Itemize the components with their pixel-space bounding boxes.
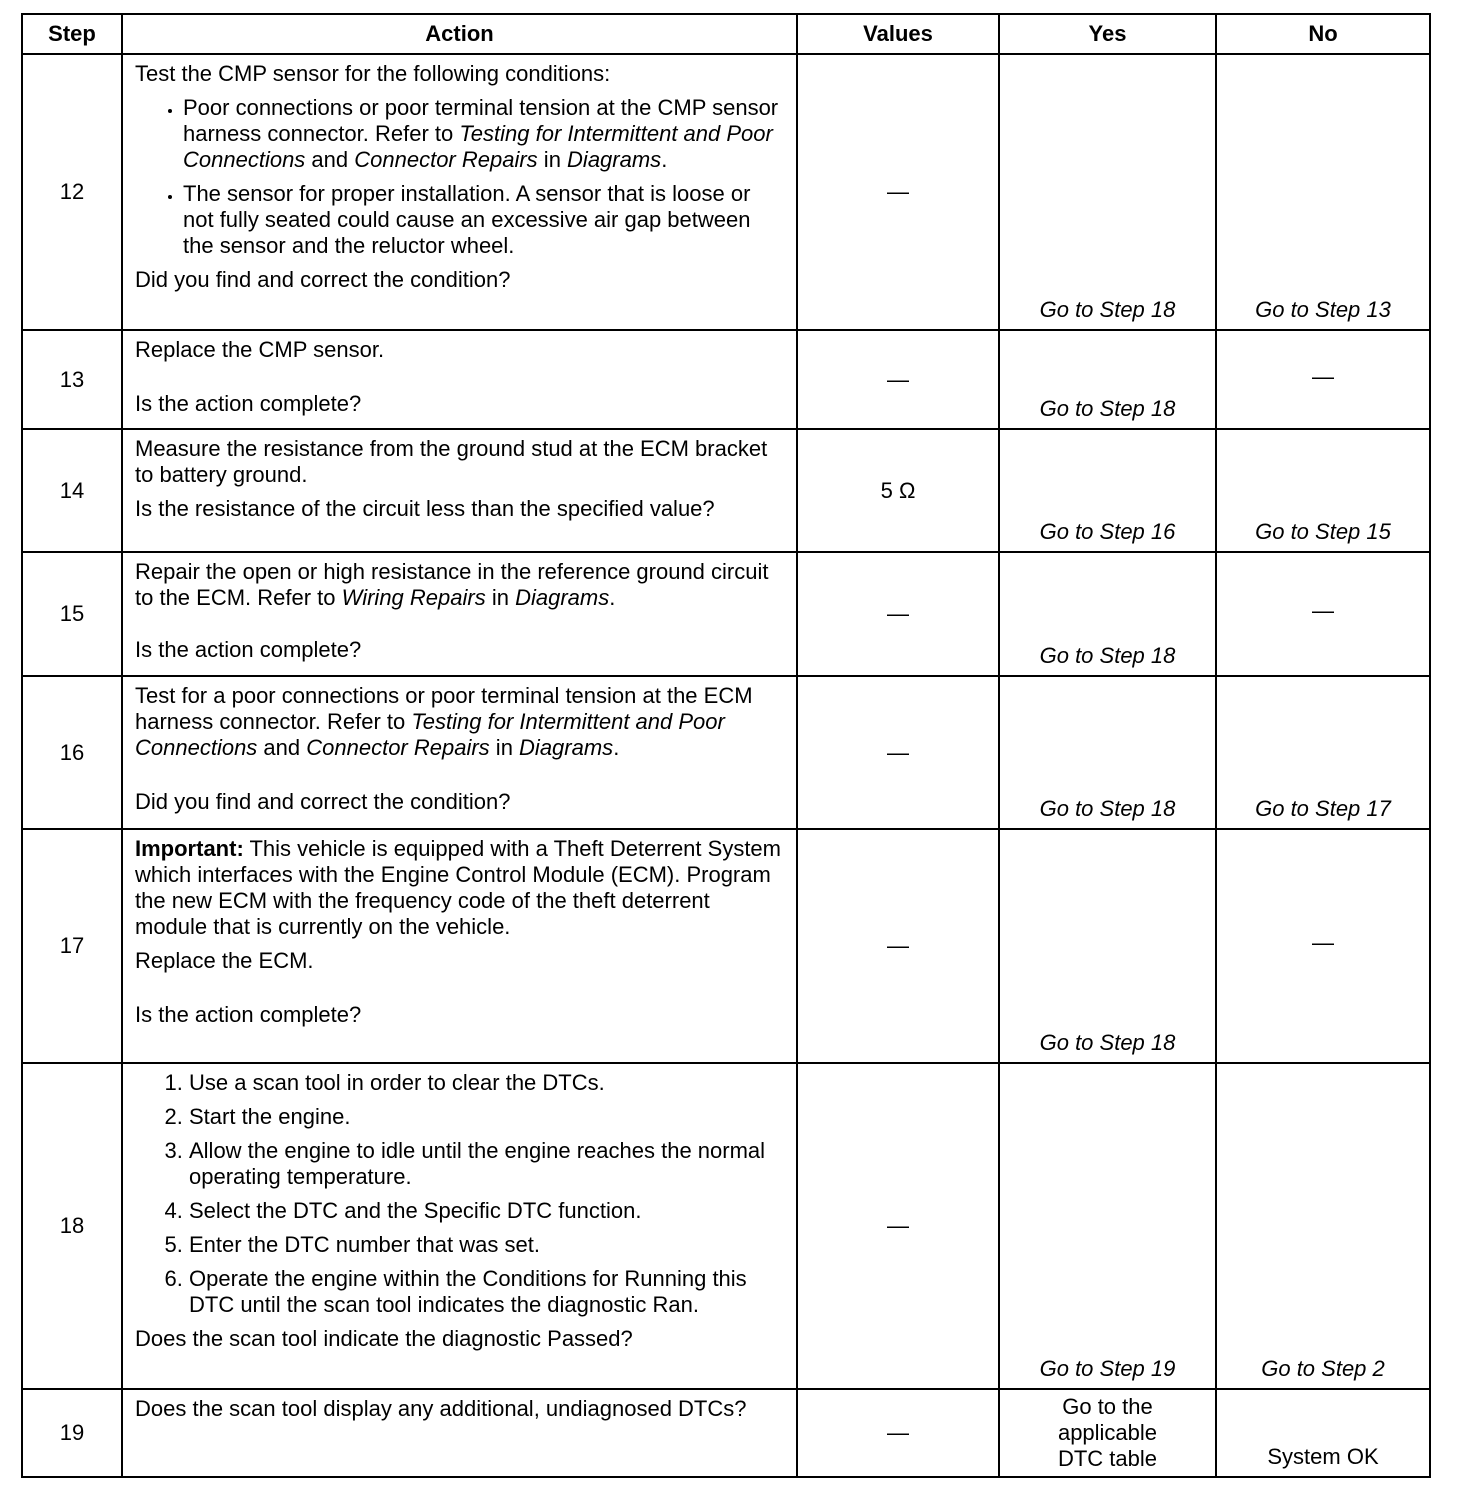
action-cell: [122, 829, 797, 1063]
action-cell: [122, 1063, 797, 1389]
list-item: • Poor connections or poor terminal tension at the CMP sensor harness connector. Refer to Testing for Intermittent and Poor Connections and Connector Repairs in Diagrams.: [183, 95, 784, 173]
values-cell: —: [797, 54, 999, 330]
yes-cell: Go to Step 18: [999, 54, 1216, 330]
header-no: No: [1216, 14, 1430, 54]
action-question: Did you find and correct the condition?: [135, 267, 511, 292]
yes-cell: Go to the applicable DTC table: [999, 1389, 1216, 1477]
action-text: Measure the resistance from the ground stud at the ECM bracket to battery ground.: [135, 436, 768, 487]
header-row: [22, 14, 1430, 54]
action-question: Is the action complete?: [135, 637, 362, 662]
values-cell: —: [797, 552, 999, 676]
action-question: Did you find and correct the condition?: [135, 789, 511, 814]
values-cell: —: [797, 829, 999, 1063]
yes-cell: Go to Step 18: [999, 829, 1216, 1063]
step-number: 14: [22, 429, 122, 552]
action-question: Is the action complete?: [135, 1002, 362, 1027]
list-item: • The sensor for proper installation. A sensor that is loose or not fully seated could cause an excessive air gap between the sensor and the reluctor wheel.: [183, 181, 784, 259]
action-text: Repair the open or high resistance in the reference ground circuit to the ECM. Refer to Wiring Repairs in Diagrams.: [135, 559, 769, 610]
values-cell: —: [797, 330, 999, 429]
action-question: Is the resistance of the circuit less than the specified value?: [135, 496, 715, 521]
action-text: Test for a poor connections or poor terminal tension at the ECM harness connector. Refer to Testing for Intermittent and Poor Connections and Connector Repairs in Diagrams.: [135, 683, 753, 760]
yes-cell: Go to Step 16: [999, 429, 1216, 552]
action-question: Does the scan tool display any additional, undiagnosed DTCs?: [135, 1396, 747, 1421]
step-number: 13: [22, 330, 122, 429]
action-cell: [122, 54, 797, 330]
no-cell: —: [1216, 330, 1430, 429]
action-text: Test the CMP sensor for the following conditions:: [135, 61, 611, 86]
values-cell: —: [797, 676, 999, 829]
step-number: 16: [22, 676, 122, 829]
no-cell: System OK: [1216, 1389, 1430, 1477]
condition-list: [135, 95, 784, 259]
step-number: 18: [22, 1063, 122, 1389]
list-item: 6. Operate the engine within the Conditions for Running this DTC until the scan tool indicates the diagnostic Ran.: [189, 1266, 784, 1318]
action-cell: [122, 552, 797, 676]
yes-cell: Go to Step 18: [999, 330, 1216, 429]
step-number: 19: [22, 1389, 122, 1477]
header-step: Step: [22, 14, 122, 54]
list-item: 1. Use a scan tool in order to clear the DTCs.: [189, 1070, 784, 1096]
table-row: [22, 1063, 1430, 1389]
table-row: [22, 552, 1430, 676]
values-cell: —: [797, 1389, 999, 1477]
diagnostic-table: [21, 13, 1431, 1478]
step-number: 12: [22, 54, 122, 330]
table-row: [22, 330, 1430, 429]
yes-cell: Go to Step 18: [999, 676, 1216, 829]
action-question: Is the action complete?: [135, 391, 362, 416]
yes-cell: Go to Step 19: [999, 1063, 1216, 1389]
header-yes: Yes: [999, 14, 1216, 54]
step-number: 17: [22, 829, 122, 1063]
header-values: Values: [797, 14, 999, 54]
table-row: [22, 676, 1430, 829]
no-cell: Go to Step 13: [1216, 54, 1430, 330]
no-cell: —: [1216, 552, 1430, 676]
header-action: Action: [122, 14, 797, 54]
step-number: 15: [22, 552, 122, 676]
action-text: Replace the ECM.: [135, 948, 314, 973]
values-cell: —: [797, 1063, 999, 1389]
no-cell: —: [1216, 829, 1430, 1063]
list-item: 2. Start the engine.: [189, 1104, 784, 1130]
table-row: [22, 429, 1430, 552]
table-row: [22, 1389, 1430, 1477]
list-item: 5. Enter the DTC number that was set.: [189, 1232, 784, 1258]
action-text: Replace the CMP sensor.: [135, 337, 385, 362]
no-cell: Go to Step 17: [1216, 676, 1430, 829]
no-cell: Go to Step 15: [1216, 429, 1430, 552]
table-row: [22, 829, 1430, 1063]
action-question: Does the scan tool indicate the diagnostic Passed?: [135, 1326, 633, 1351]
important-label: Important:: [135, 836, 244, 861]
action-cell: [122, 429, 797, 552]
procedure-list: [135, 1070, 784, 1318]
action-cell: [122, 1389, 797, 1477]
no-cell: Go to Step 2: [1216, 1063, 1430, 1389]
yes-cell: Go to Step 18: [999, 552, 1216, 676]
table-row: [22, 54, 1430, 330]
important-note: Important: This vehicle is equipped with a Theft Deterrent System which interfaces with the Engine Control Module (ECM). Program the new ECM with the frequency code of the theft deterrent module that is currently on the vehicle.: [135, 836, 781, 939]
action-cell: [122, 330, 797, 429]
list-item: 3. Allow the engine to idle until the engine reaches the normal operating temperature.: [189, 1138, 784, 1190]
list-item: 4. Select the DTC and the Specific DTC function.: [189, 1198, 784, 1224]
action-cell: [122, 676, 797, 829]
values-cell: 5 Ω: [797, 429, 999, 552]
